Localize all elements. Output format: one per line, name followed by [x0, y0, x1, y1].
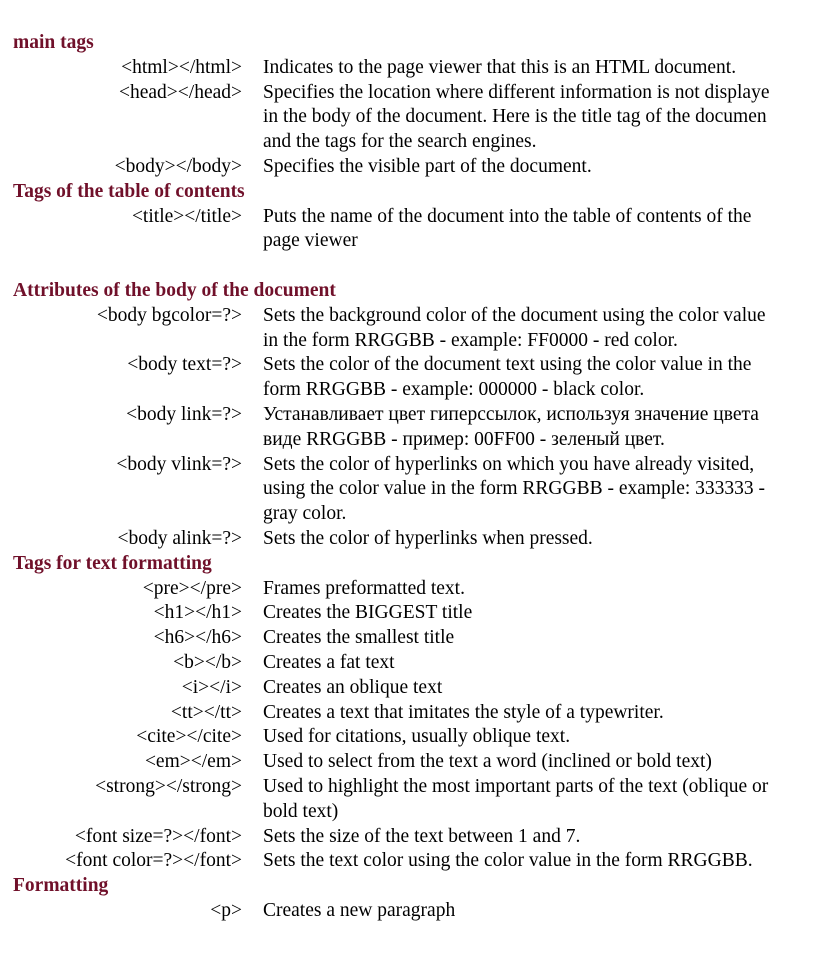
description-line: Indicates to the page viewer that this is an HTML document.	[263, 56, 737, 78]
description-line: Used to select from the text a word (inclined or bold text)	[263, 751, 712, 773]
description-line: Frames preformatted text.	[263, 577, 465, 599]
tag-name: <body vlink=?>	[116, 453, 242, 475]
tag-name: <font color=?></font>	[65, 850, 242, 872]
tag-description	[263, 56, 816, 81]
tag-entry	[0, 849, 816, 874]
tag-entry	[0, 651, 816, 676]
tag-description	[263, 205, 816, 255]
tag-entry	[0, 205, 816, 255]
tag-description	[263, 155, 816, 180]
tag-description	[263, 601, 816, 626]
tag-name: <b></b>	[173, 651, 242, 673]
document-body	[0, 31, 816, 924]
tag-name: <h1></h1>	[153, 602, 242, 624]
description-line: Used to highlight the most important parts of the text (oblique or	[263, 775, 769, 797]
blank-line	[0, 254, 816, 279]
tag-entry	[0, 899, 816, 924]
description-line: form RRGGBB - example: 000000 - black color.	[263, 379, 645, 401]
tag-name: <body bgcolor=?>	[96, 304, 242, 326]
tag-description	[263, 676, 816, 701]
tag-description	[263, 304, 816, 354]
tag-description	[263, 577, 816, 602]
tag-entry	[0, 403, 816, 453]
tag-entry	[0, 750, 816, 775]
section-body-attributes	[0, 279, 816, 552]
description-line: Sets the text color using the color value in the form RRGGBB.	[263, 850, 753, 872]
tag-description	[263, 353, 816, 403]
tag-entry	[0, 775, 816, 825]
description-line: Sets the size of the text between 1 and 7.	[263, 825, 581, 847]
tag-description	[263, 849, 816, 874]
tag-description	[263, 81, 816, 155]
description-line: page viewer	[263, 230, 358, 252]
description-line: Used for citations, usually oblique text.	[263, 726, 571, 748]
tag-name: <body text=?>	[127, 354, 242, 376]
tag-entry	[0, 676, 816, 701]
tag-entry	[0, 626, 816, 651]
tag-name: <body alink=?>	[117, 527, 242, 549]
tag-description	[263, 701, 816, 726]
tag-entry	[0, 527, 816, 552]
tag-name: <body></body>	[114, 155, 242, 177]
description-line: виде RRGGBB - пример: 00FF00 - зеленый цвет.	[263, 428, 665, 450]
tag-description	[263, 626, 816, 651]
tag-name: <i></i>	[181, 676, 242, 698]
section-table-of-contents	[0, 180, 816, 279]
description-line: Creates a new paragraph	[263, 899, 456, 921]
section-heading: Formatting	[13, 875, 109, 897]
tag-description	[263, 775, 816, 825]
description-line: Sets the color of hyperlinks on which you have already visited,	[263, 453, 755, 475]
tag-description	[263, 750, 816, 775]
tag-entry	[0, 155, 816, 180]
description-line: Creates an oblique text	[263, 676, 443, 698]
section-heading: Tags for text formatting	[13, 552, 212, 574]
description-line: in the body of the document. Here is the title tag of the documen	[263, 106, 767, 128]
tag-description	[263, 453, 816, 527]
tag-entry	[0, 577, 816, 602]
description-line: Устанавливает цвет гиперссылок, используя значение цвета	[263, 403, 759, 425]
tag-description	[263, 651, 816, 676]
tag-name: <em></em>	[144, 751, 242, 773]
description-line: in the form RRGGBB - example: FF0000 - red color.	[263, 329, 678, 351]
description-line: Sets the background color of the document using the color value	[263, 304, 766, 326]
tag-name: <font size=?></font>	[74, 825, 242, 847]
tag-description	[263, 403, 816, 453]
description-line: Creates a text that imitates the style of a typewriter.	[263, 701, 664, 723]
tag-entry	[0, 825, 816, 850]
tag-name: <pre></pre>	[142, 577, 242, 599]
tag-name: <tt></tt>	[170, 701, 242, 723]
tag-description	[263, 899, 816, 924]
description-line: Puts the name of the document into the table of contents of the	[263, 205, 752, 227]
section-text-formatting	[0, 552, 816, 874]
description-line: gray color.	[263, 503, 347, 525]
description-line: Specifies the visible part of the document.	[263, 155, 592, 177]
tag-name: <head></head>	[118, 81, 242, 103]
tag-name: <p>	[210, 899, 242, 921]
section-heading: Attributes of the body of the document	[13, 279, 336, 301]
description-line: using the color value in the form RRGGBB - example: 333333 -	[263, 478, 766, 500]
tag-entry	[0, 601, 816, 626]
tag-entry	[0, 81, 816, 155]
tag-name: <title></title>	[131, 205, 242, 227]
description-line: Creates a fat text	[263, 651, 395, 673]
description-line: bold text)	[263, 800, 339, 822]
description-line: Creates the BIGGEST title	[263, 602, 473, 624]
description-line: Specifies the location where different information is not displaye	[263, 81, 770, 103]
section-heading: Tags of the table of contents	[13, 180, 245, 202]
tag-name: <body link=?>	[126, 403, 242, 425]
description-line: and the tags for the search engines.	[263, 131, 537, 153]
tag-entry	[0, 701, 816, 726]
tag-entry	[0, 304, 816, 354]
tag-entry	[0, 453, 816, 527]
tag-entry	[0, 353, 816, 403]
description-line: Sets the color of hyperlinks when pressed.	[263, 527, 593, 549]
tag-description	[263, 527, 816, 552]
tag-entry	[0, 725, 816, 750]
tag-description	[263, 725, 816, 750]
tag-name: <cite></cite>	[136, 726, 242, 748]
section-formatting	[0, 874, 816, 924]
description-line: Sets the color of the document text using the color value in the	[263, 354, 752, 376]
section-main-tags	[0, 31, 816, 180]
tag-description	[263, 825, 816, 850]
tag-entry	[0, 56, 816, 81]
description-line: Creates the smallest title	[263, 627, 455, 649]
tag-name: <html></html>	[121, 56, 242, 78]
tag-name: <strong></strong>	[95, 775, 242, 797]
tag-name: <h6></h6>	[153, 627, 242, 649]
section-heading: main tags	[13, 32, 94, 53]
